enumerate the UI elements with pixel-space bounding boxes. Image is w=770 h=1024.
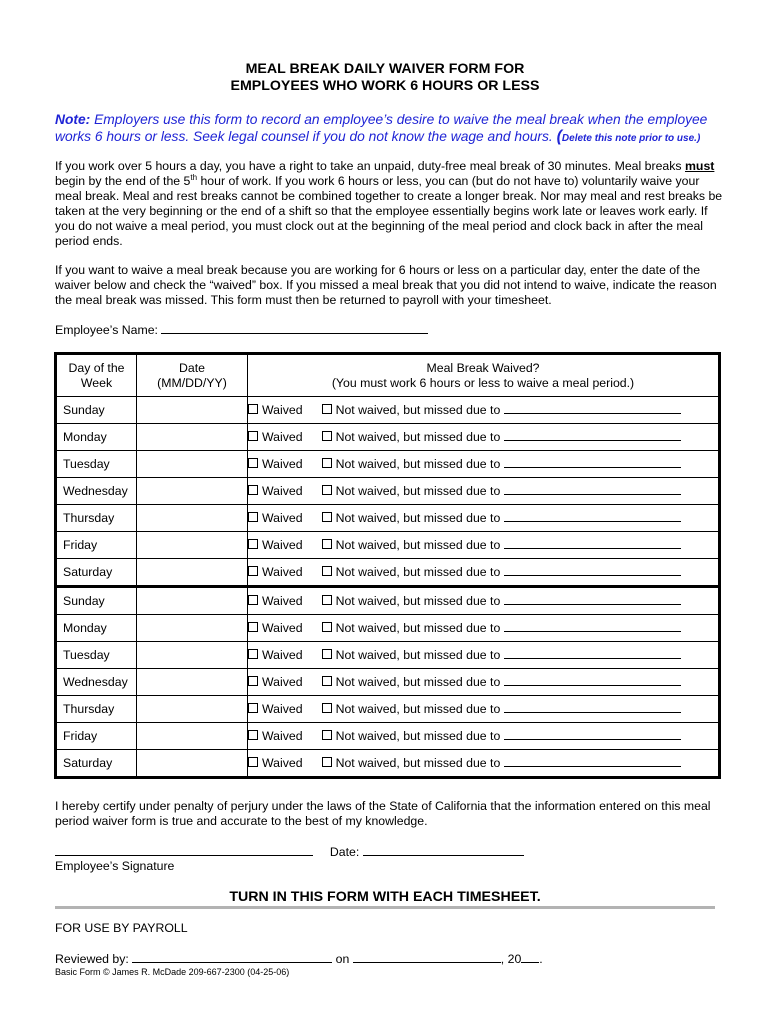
not-waived-label: Not waived, but missed due to bbox=[335, 729, 501, 743]
header-waived-line-1: Meal Break Waived? bbox=[426, 360, 540, 375]
table-row bbox=[56, 424, 720, 451]
date-input-cell[interactable] bbox=[137, 669, 248, 696]
table-row bbox=[56, 559, 720, 587]
header-day-line-1: Day of the bbox=[68, 360, 125, 375]
waiver-choice-cell bbox=[248, 642, 720, 669]
missed-reason-field[interactable] bbox=[504, 621, 681, 632]
waived-label: Waived bbox=[262, 538, 303, 552]
waived-checkbox[interactable] bbox=[248, 512, 258, 522]
year-suffix: . bbox=[539, 952, 543, 966]
date-input-cell[interactable] bbox=[137, 723, 248, 750]
day-of-week-cell: Thursday bbox=[56, 696, 137, 723]
employee-signature-field[interactable] bbox=[55, 844, 313, 856]
not-waived-checkbox[interactable] bbox=[322, 539, 332, 549]
waived-checkbox[interactable] bbox=[248, 730, 258, 740]
date-input-cell[interactable] bbox=[137, 587, 248, 615]
header-day-line-2: Week bbox=[80, 375, 113, 390]
note-delete-instruction: Delete this note prior to use.) bbox=[561, 133, 701, 144]
waived-label: Waived bbox=[262, 403, 303, 417]
reviewed-date-field[interactable] bbox=[353, 951, 501, 963]
missed-reason-field[interactable] bbox=[504, 729, 681, 740]
waived-label: Waived bbox=[262, 702, 303, 716]
certification-paragraph: I hereby certify under penalty of perjury under the laws of the State of California that the information entered on this meal period waiver form is true and accurate to the best of my knowledge. bbox=[55, 799, 711, 828]
waiver-choice-cell bbox=[248, 424, 720, 451]
header-date bbox=[137, 354, 248, 397]
waived-checkbox[interactable] bbox=[248, 622, 258, 632]
waived-checkbox[interactable] bbox=[248, 703, 258, 713]
employee-name-row bbox=[55, 322, 725, 338]
not-waived-label: Not waived, but missed due to bbox=[335, 756, 501, 770]
on-label: on bbox=[335, 952, 350, 966]
missed-reason-field[interactable] bbox=[504, 403, 681, 414]
not-waived-label: Not waived, but missed due to bbox=[335, 403, 501, 417]
day-of-week-cell: Wednesday bbox=[56, 669, 137, 696]
missed-reason-field[interactable] bbox=[504, 565, 681, 576]
missed-reason-field[interactable] bbox=[504, 457, 681, 468]
not-waived-checkbox[interactable] bbox=[322, 566, 332, 576]
waiver-choice-cell bbox=[248, 505, 720, 532]
not-waived-label: Not waived, but missed due to bbox=[335, 702, 501, 716]
form-title-line-1: MEAL BREAK DAILY WAIVER FORM FOR bbox=[245, 61, 525, 77]
waived-label: Waived bbox=[262, 675, 303, 689]
not-waived-checkbox[interactable] bbox=[322, 676, 332, 686]
not-waived-label: Not waived, but missed due to bbox=[335, 538, 501, 552]
not-waived-checkbox[interactable] bbox=[322, 649, 332, 659]
not-waived-label: Not waived, but missed due to bbox=[335, 648, 501, 662]
table-header-row bbox=[56, 354, 720, 397]
date-input-cell[interactable] bbox=[137, 615, 248, 642]
missed-reason-field[interactable] bbox=[504, 430, 681, 441]
waived-label: Waived bbox=[262, 648, 303, 662]
missed-reason-field[interactable] bbox=[504, 675, 681, 686]
header-day bbox=[56, 354, 137, 397]
waived-label: Waived bbox=[262, 621, 303, 635]
waiver-choice-cell bbox=[248, 750, 720, 778]
waiver-choice-cell bbox=[248, 478, 720, 505]
not-waived-label: Not waived, but missed due to bbox=[335, 675, 501, 689]
waived-checkbox[interactable] bbox=[248, 595, 258, 605]
waiver-choice-cell bbox=[248, 587, 720, 615]
waiver-choice-cell bbox=[248, 451, 720, 478]
waived-label: Waived bbox=[262, 511, 303, 525]
copyright-footer: Basic Form © James R. McDade 209-667-2300 (04-25-06) bbox=[55, 967, 290, 977]
not-waived-checkbox[interactable] bbox=[322, 512, 332, 522]
table-row bbox=[56, 587, 720, 615]
signature-date-field[interactable] bbox=[363, 844, 524, 856]
waived-checkbox[interactable] bbox=[248, 539, 258, 549]
day-of-week-cell: Thursday bbox=[56, 505, 137, 532]
day-of-week-cell: Tuesday bbox=[56, 451, 137, 478]
day-of-week-cell: Sunday bbox=[56, 587, 137, 615]
date-input-cell[interactable] bbox=[137, 397, 248, 424]
waiver-choice-cell bbox=[248, 397, 720, 424]
table-row bbox=[56, 669, 720, 696]
table-row bbox=[56, 532, 720, 559]
table-row bbox=[56, 723, 720, 750]
employee-name-label: Employee’s Name: bbox=[55, 323, 158, 337]
day-of-week-cell: Tuesday bbox=[56, 642, 137, 669]
not-waived-label: Not waived, but missed due to bbox=[335, 511, 501, 525]
header-waived-line-2: (You must work 6 hours or less to waive a meal period.) bbox=[331, 375, 635, 390]
waived-label: Waived bbox=[262, 729, 303, 743]
waiver-choice-cell bbox=[248, 723, 720, 750]
not-waived-checkbox[interactable] bbox=[322, 730, 332, 740]
waived-label: Waived bbox=[262, 430, 303, 444]
not-waived-checkbox[interactable] bbox=[322, 431, 332, 441]
table-row bbox=[56, 696, 720, 723]
payroll-label: FOR USE BY PAYROLL bbox=[55, 921, 188, 935]
employee-name-field[interactable] bbox=[161, 322, 428, 334]
waiver-log-table bbox=[54, 352, 721, 779]
day-of-week-cell: Friday bbox=[56, 723, 137, 750]
missed-reason-field[interactable] bbox=[504, 538, 681, 549]
signature-label: Employee’s Signature bbox=[55, 859, 175, 873]
table-row bbox=[56, 478, 720, 505]
not-waived-label: Not waived, but missed due to bbox=[335, 621, 501, 635]
header-waived bbox=[248, 354, 720, 397]
waived-label: Waived bbox=[262, 457, 303, 471]
date-input-cell[interactable] bbox=[137, 559, 248, 587]
waived-label: Waived bbox=[262, 484, 303, 498]
reviewed-by-row bbox=[55, 951, 725, 967]
rules-text-1: If you work over 5 hours a day, you have a right to take an unpaid, duty-free meal break of 30 minutes. Meal breaks bbox=[55, 159, 682, 173]
not-waived-label: Not waived, but missed due to bbox=[335, 594, 501, 608]
not-waived-label: Not waived, but missed due to bbox=[335, 457, 501, 471]
not-waived-label: Not waived, but missed due to bbox=[335, 484, 501, 498]
reviewed-by-label: Reviewed by: bbox=[55, 952, 129, 966]
date-input-cell[interactable] bbox=[137, 505, 248, 532]
table-row bbox=[56, 750, 720, 778]
table-row bbox=[56, 505, 720, 532]
payroll-divider bbox=[55, 906, 715, 909]
day-of-week-cell: Sunday bbox=[56, 397, 137, 424]
reviewed-by-field[interactable] bbox=[132, 951, 332, 963]
rules-text-3: hour of work. If you work 6 hours or less, you can (but do not have to) voluntarily waive your meal break. Meal and rest breaks cannot be combined together to create a longer break. Nor may meal and rest breaks be taken at the very beginning or the end of a shift so that the employee essentially begins work late or leaves work early. If you do not waive a meal period, you must clock out at the beginning of the meal period and clock back in after the meal period ends. bbox=[55, 174, 723, 248]
not-waived-checkbox[interactable] bbox=[322, 485, 332, 495]
date-input-cell[interactable] bbox=[137, 750, 248, 778]
rules-must: must bbox=[685, 159, 715, 173]
waiver-choice-cell bbox=[248, 696, 720, 723]
rules-text-2: begin by the end of the 5 bbox=[55, 174, 191, 188]
not-waived-checkbox[interactable] bbox=[322, 595, 332, 605]
waived-label: Waived bbox=[262, 565, 303, 579]
waived-checkbox[interactable] bbox=[248, 649, 258, 659]
note-label: Note: bbox=[55, 112, 91, 127]
header-date-line-2: (MM/DD/YY) bbox=[157, 375, 227, 390]
day-of-week-cell: Friday bbox=[56, 532, 137, 559]
date-input-cell[interactable] bbox=[137, 532, 248, 559]
date-input-cell[interactable] bbox=[137, 478, 248, 505]
note-paren: ( bbox=[556, 128, 562, 145]
not-waived-label: Not waived, but missed due to bbox=[335, 430, 501, 444]
not-waived-checkbox[interactable] bbox=[322, 404, 332, 414]
waiver-log-body bbox=[56, 397, 720, 778]
not-waived-checkbox[interactable] bbox=[322, 622, 332, 632]
waived-checkbox[interactable] bbox=[248, 458, 258, 468]
missed-reason-field[interactable] bbox=[504, 511, 681, 522]
header-date-line-1: Date bbox=[179, 360, 205, 375]
date-label: Date: bbox=[329, 845, 360, 859]
reviewed-year-field[interactable] bbox=[521, 951, 539, 963]
waiver-instructions-paragraph: If you want to waive a meal break because you are working for 6 hours or less on a particular day, enter the date of the waiver below and check the “waived” box. If you missed a meal break that you did not intend to waive, indicate the reason the meal break was missed. This form must then be returned to payroll with your timesheet. bbox=[55, 263, 717, 307]
missed-reason-field[interactable] bbox=[504, 648, 681, 659]
waiver-choice-cell bbox=[248, 532, 720, 559]
waived-checkbox[interactable] bbox=[248, 404, 258, 414]
missed-reason-field[interactable] bbox=[504, 702, 681, 713]
employer-note bbox=[55, 111, 735, 147]
meal-break-rules-paragraph bbox=[55, 159, 725, 249]
rules-sup: th bbox=[190, 172, 198, 182]
day-of-week-cell: Monday bbox=[56, 615, 137, 642]
day-of-week-cell: Wednesday bbox=[56, 478, 137, 505]
missed-reason-field[interactable] bbox=[504, 594, 681, 605]
year-prefix: , 20 bbox=[500, 952, 522, 966]
table-row bbox=[56, 451, 720, 478]
day-of-week-cell: Saturday bbox=[56, 750, 137, 778]
missed-reason-field[interactable] bbox=[504, 484, 681, 495]
waived-checkbox[interactable] bbox=[248, 431, 258, 441]
waiver-choice-cell bbox=[248, 615, 720, 642]
waived-checkbox[interactable] bbox=[248, 485, 258, 495]
signature-date-row bbox=[55, 844, 725, 860]
waived-checkbox[interactable] bbox=[248, 566, 258, 576]
waived-label: Waived bbox=[262, 594, 303, 608]
date-input-cell[interactable] bbox=[137, 642, 248, 669]
not-waived-checkbox[interactable] bbox=[322, 703, 332, 713]
waiver-choice-cell bbox=[248, 559, 720, 587]
date-input-cell[interactable] bbox=[137, 696, 248, 723]
form-title-line-2: EMPLOYEES WHO WORK 6 HOURS OR LESS bbox=[230, 78, 540, 94]
table-row bbox=[56, 615, 720, 642]
date-input-cell[interactable] bbox=[137, 424, 248, 451]
day-of-week-cell: Saturday bbox=[56, 559, 137, 587]
day-of-week-cell: Monday bbox=[56, 424, 137, 451]
date-input-cell[interactable] bbox=[137, 451, 248, 478]
table-row bbox=[56, 397, 720, 424]
not-waived-checkbox[interactable] bbox=[322, 757, 332, 767]
waived-checkbox[interactable] bbox=[248, 676, 258, 686]
waiver-choice-cell bbox=[248, 669, 720, 696]
turn-in-heading: TURN IN THIS FORM WITH EACH TIMESHEET. bbox=[229, 889, 541, 905]
not-waived-label: Not waived, but missed due to bbox=[335, 565, 501, 579]
waived-label: Waived bbox=[262, 756, 303, 770]
table-row bbox=[56, 642, 720, 669]
waived-checkbox[interactable] bbox=[248, 757, 258, 767]
missed-reason-field[interactable] bbox=[504, 756, 681, 767]
not-waived-checkbox[interactable] bbox=[322, 458, 332, 468]
note-text: Employers use this form to record an employee’s desire to waive the meal break when the employee works 6 hours or less. Seek legal counsel if you do not know the wage and hours. bbox=[55, 112, 708, 144]
